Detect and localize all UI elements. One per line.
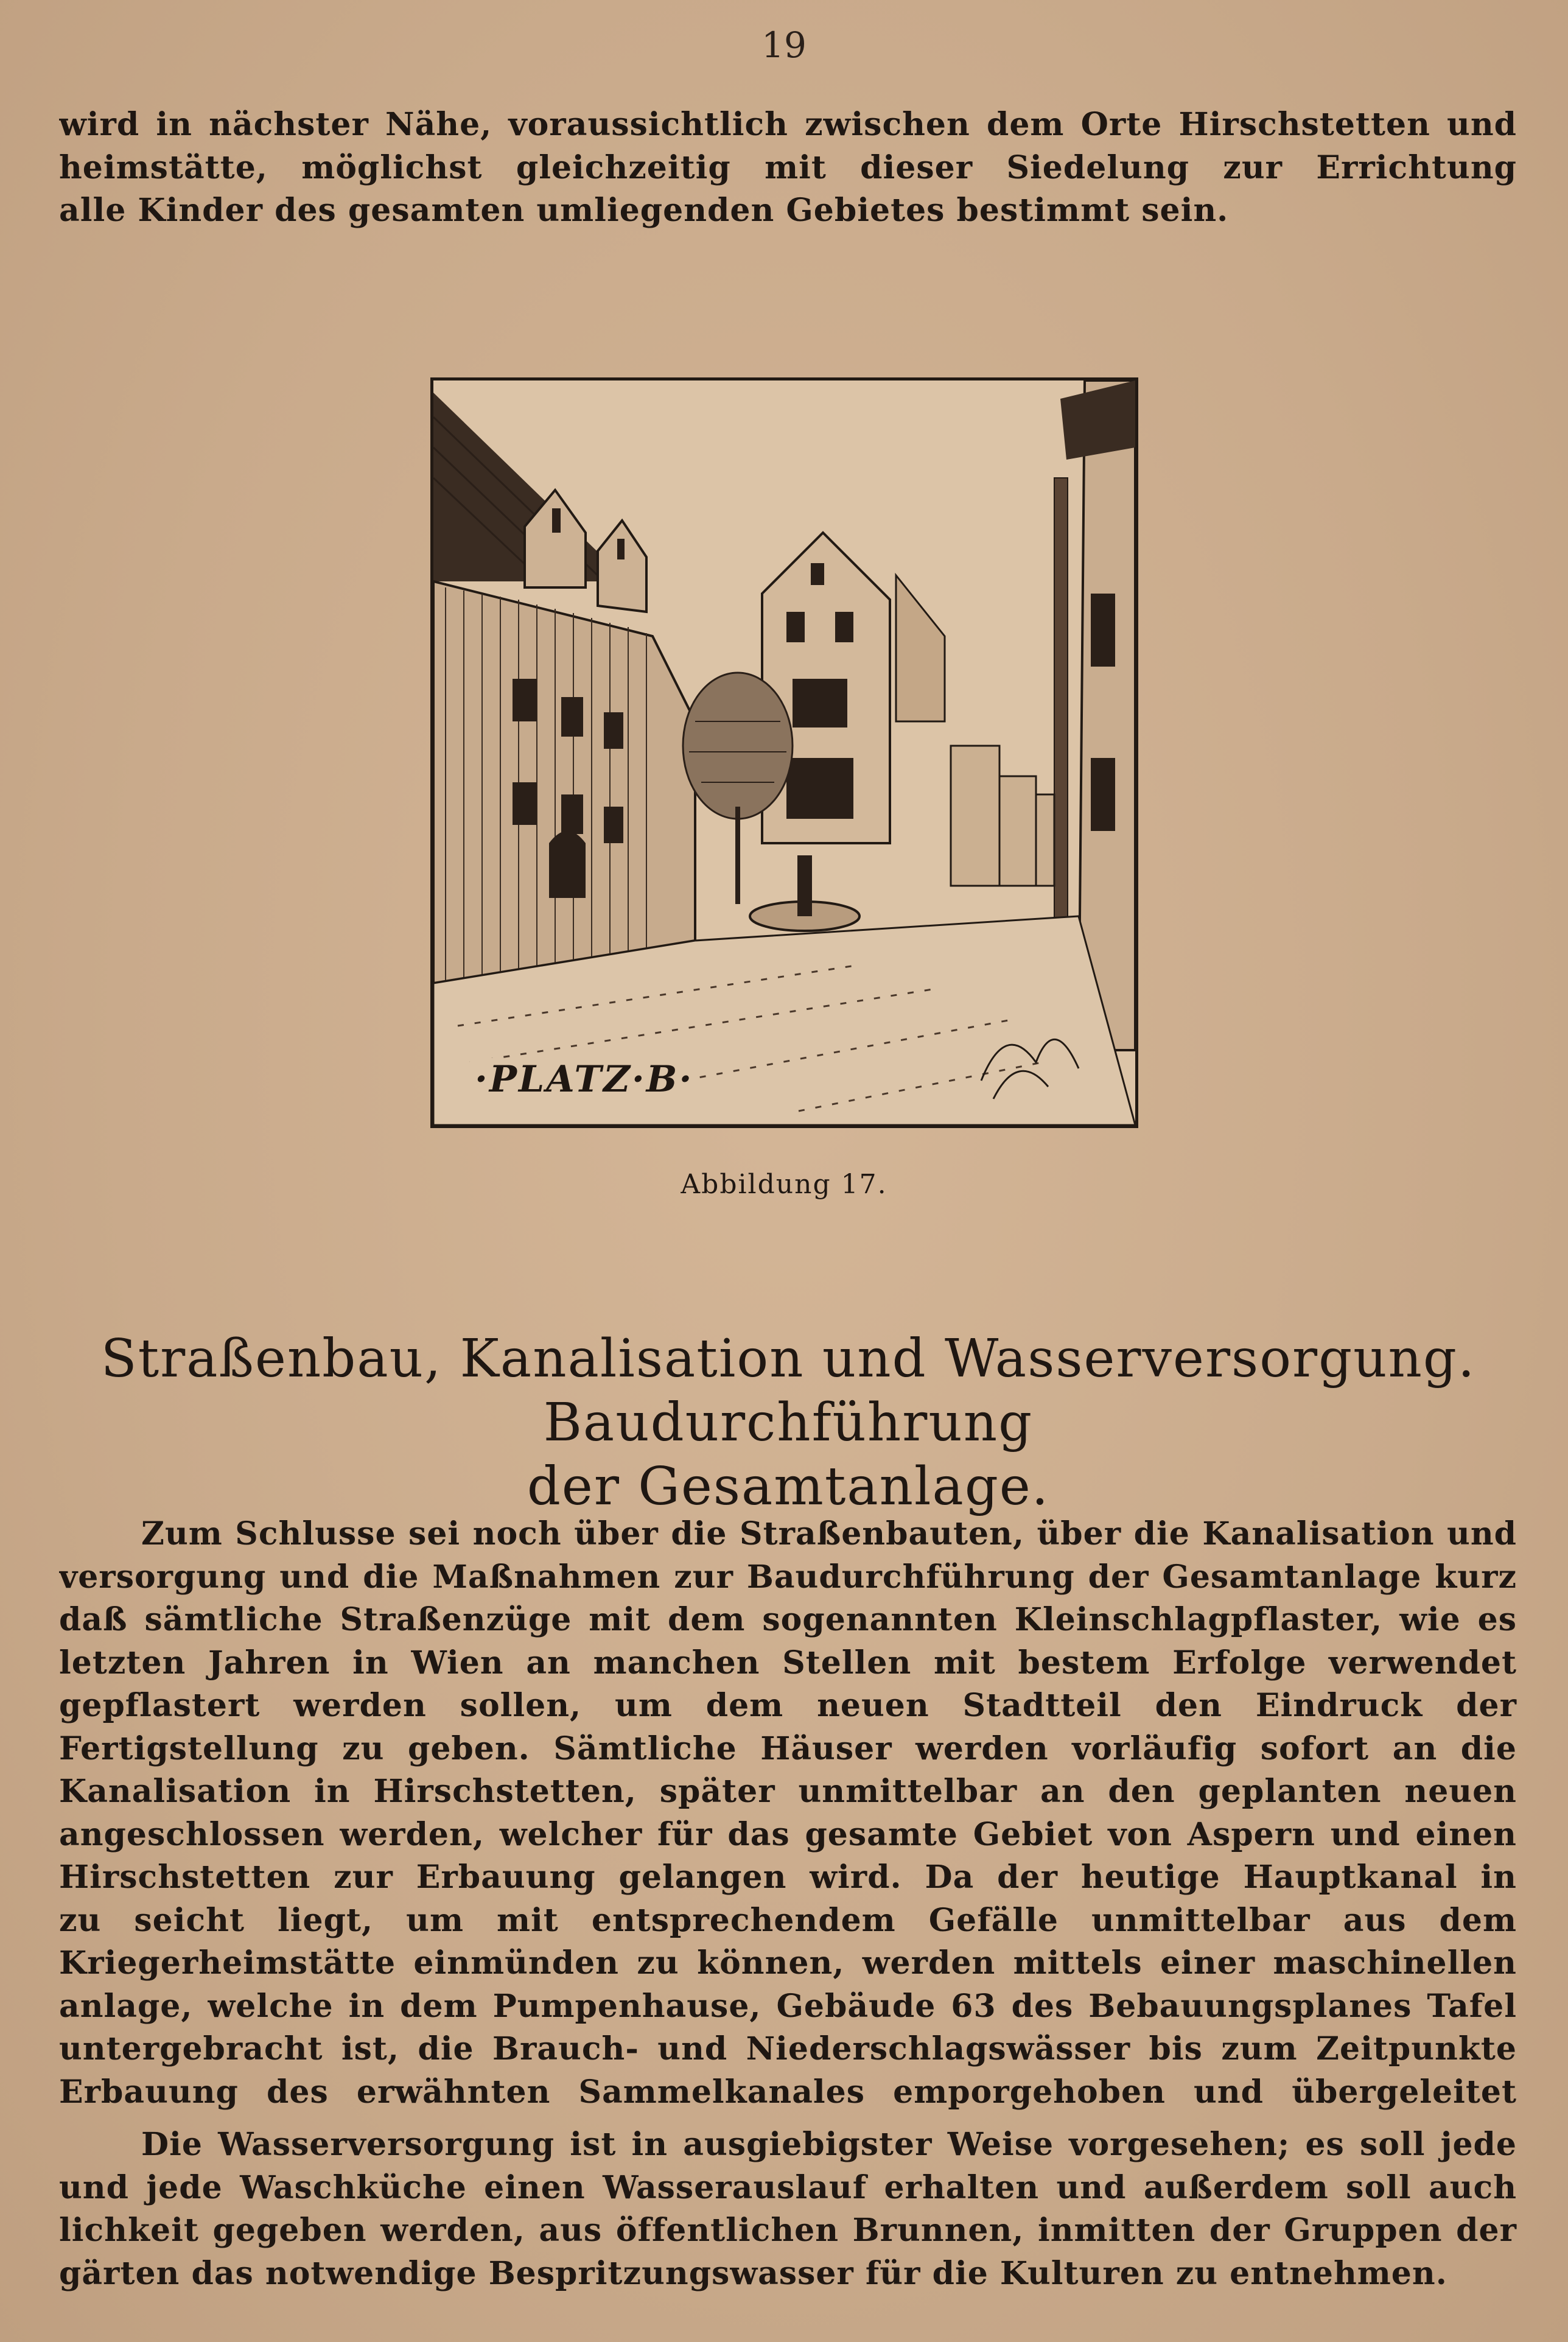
text-line: daß sämtliche Straßenzüge mit dem sogenannten Kleinschlagpflaster, wie es — [59, 1601, 1517, 1638]
section-heading — [55, 1327, 1522, 1519]
text-line: gepflastert werden sollen, um dem neuen Stadtteil den Eindruck der — [59, 1687, 1517, 1724]
page-number: 19 — [761, 24, 807, 66]
text-line: wird in nächster Nähe, voraussichtlich zwischen dem Orte Hirschstetten und — [59, 106, 1517, 143]
text-line: und jede Waschküche einen Wasserauslauf erhalten und außerdem soll auch — [59, 2168, 1517, 2206]
text-line: Die Wasserversorgung ist in ausgiebigster Weise vorgesehen; es soll jede — [141, 2126, 1517, 2163]
street-scene-engraving — [433, 380, 1135, 1125]
text-line: heimstätte, möglichst gleichzeitig mit dieser Siedelung zur Errichtung — [59, 149, 1517, 186]
intro-paragraph — [59, 103, 1517, 233]
text-line: Hirschstetten zur Erbauung gelangen wird. Da der heutige Hauptkanal in — [59, 1859, 1517, 1896]
body-paragraph-1 — [59, 1513, 1517, 2114]
figure-label: ·PLATZ·B· — [470, 1058, 698, 1101]
text-line: lichkeit gegeben werden, aus öffentlichen Brunnen, inmitten der Gruppen der — [59, 2212, 1517, 2249]
text-line: angeschlossen werden, welcher für das gesamte Gebiet von Aspern und einen — [59, 1815, 1517, 1853]
heading-line: Straßenbau, Kanalisation und Wasserversorgung. Baudurchführung — [100, 1328, 1476, 1453]
text-line: Kriegerheimstätte einmünden zu können, werden mittels einer maschinellen — [59, 1944, 1517, 1982]
text-line: anlage, welche in dem Pumpenhause, Gebäude 63 des Bebauungsplanes Tafel — [59, 1987, 1517, 2025]
text-line: zu seicht liegt, um mit entsprechendem Gefälle unmittelbar aus dem — [59, 1901, 1517, 1939]
text-line: Fertigstellung zu geben. Sämtliche Häuser werden vorläufig sofort an die — [59, 1730, 1517, 1767]
text-line: Zum Schlusse sei noch über die Straßenbauten, über die Kanalisation und — [141, 1515, 1517, 1552]
figure-caption: Abbildung 17. — [681, 1169, 887, 1200]
body-paragraph-2 — [59, 2123, 1517, 2295]
text-line: untergebracht ist, die Brauch- und Niederschlagswässer bis zum Zeitpunkte — [59, 2030, 1517, 2067]
text-line: letzten Jahren in Wien an manchen Stellen mit bestem Erfolge verwendet — [59, 1644, 1517, 1681]
text-line: versorgung und die Maßnahmen zur Baudurchführung der Gesamtanlage kurz — [59, 1558, 1517, 1596]
text-line: alle Kinder des gesamten umliegenden Gebietes bestimmt sein. — [59, 192, 1229, 229]
text-line: gärten das notwendige Bespritzungswasser für die Kulturen zu entnehmen. — [59, 2254, 1447, 2292]
text-line: Erbauung des erwähnten Sammelkanales emporgehoben und übergeleitet — [59, 2073, 1517, 2111]
heading-line: der Gesamtanlage. — [527, 1456, 1050, 1517]
figure-illustration — [430, 377, 1138, 1128]
text-line: Kanalisation in Hirschstetten, später unmittelbar an den geplanten neuen — [59, 1773, 1517, 1810]
